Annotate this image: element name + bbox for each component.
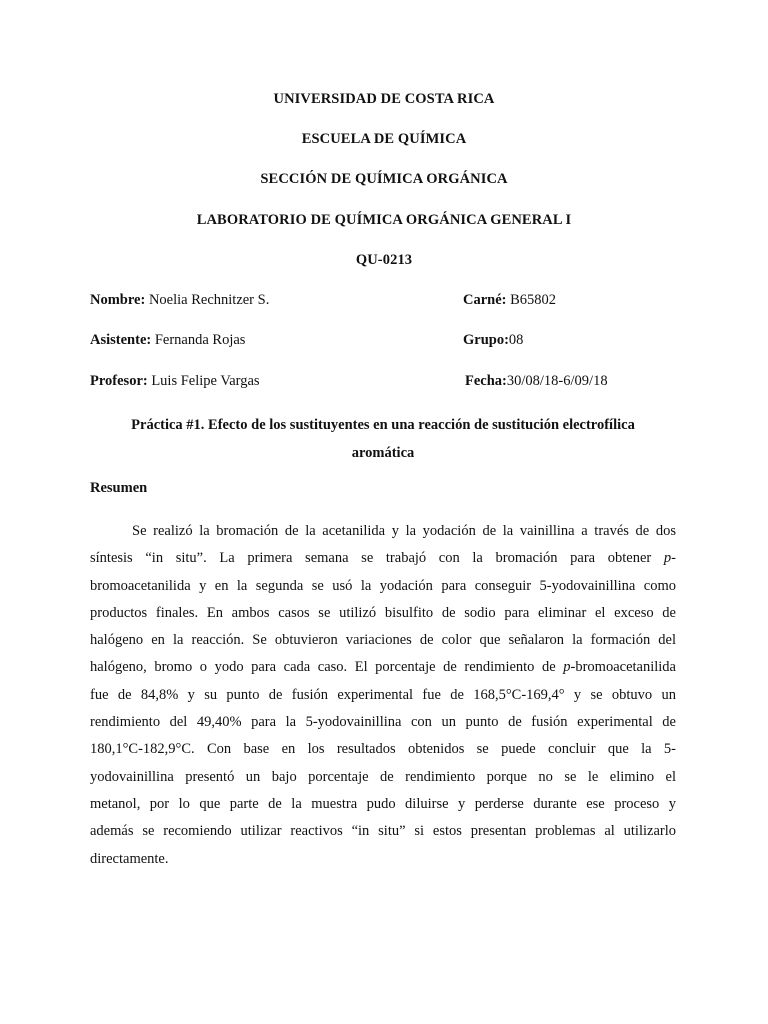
- abstract-line: además se recomiendo utilizar reactivos “in situ” si estos presentan problemas al utilizarlo: [90, 823, 676, 840]
- abstract-line: metanol, por lo que parte de la muestra pudo diluirse y perderse durante ese proceso y: [90, 795, 676, 812]
- date-field: [465, 372, 608, 390]
- abstract-line: síntesis “in situ”. La primera semana se trabajó con la bromación para obtener p-: [90, 550, 676, 567]
- name-value: Noelia Rechnitzer S.: [145, 292, 270, 308]
- carne-value: B65802: [506, 292, 557, 308]
- abstract-line: Se realizó la bromación de la acetanilida y la yodación de la vainillina a través de dos: [132, 523, 676, 539]
- info-row-professor: [90, 372, 690, 390]
- date-value: 30/08/18-6/09/18: [506, 373, 608, 389]
- abstract-body: [90, 518, 676, 873]
- abstract-line: halógeno, bromo o yodo para cada caso. El porcentaje de rendimiento de p-bromoacetanilida: [90, 659, 676, 676]
- abstract-line: yodovainillina presentó un bajo porcentaje de rendimiento porque no se le elimino el: [90, 768, 676, 785]
- abstract-line: 180,1°C-182,9°C. Con base en los resultados obtenidos se puede concluir que la 5-: [90, 741, 676, 758]
- abstract-line: directamente.: [90, 850, 169, 867]
- carne-field: [463, 291, 556, 309]
- abstract-line: fue de 84,8% y su punto de fusión experimental fue de 168,5°C-169,4° y se obtuvo un: [90, 686, 676, 703]
- carne-label: Carné:: [463, 292, 507, 308]
- abstract-line: rendimiento del 49,40% para la 5-yodovainillina con un punto de fusión experimental de: [90, 714, 676, 731]
- info-row-assistant: [90, 331, 690, 349]
- course-code: QU-0213: [355, 252, 413, 268]
- lab-name: LABORATORIO DE QUÍMICA ORGÁNICA GENERAL I: [196, 212, 572, 228]
- university-name: UNIVERSIDAD DE COSTA RICA: [273, 91, 495, 107]
- school-name: ESCUELA DE QUÍMICA: [301, 131, 467, 147]
- abstract-line: halógeno en la reacción. Se obtuvieron variaciones de color que señalaron la formación del: [90, 632, 676, 649]
- assistant-label: Asistente:: [90, 332, 152, 348]
- group-value: 08: [508, 332, 524, 348]
- name-label: Nombre:: [90, 292, 146, 308]
- group-label: Grupo:: [463, 332, 509, 348]
- practice-title-line-2: aromática: [351, 445, 415, 461]
- abstract-line: bromoacetanilida y en la segunda se usó la yodación para conseguir 5-yodovainillina como: [90, 577, 676, 594]
- info-row-name: [90, 291, 690, 309]
- date-label: Fecha:: [465, 373, 507, 389]
- practice-title: [90, 411, 676, 467]
- professor-field: [90, 372, 260, 390]
- professor-value: Luis Felipe Vargas: [147, 373, 260, 389]
- abstract-line: productos finales. En ambos casos se utilizó bisulfito de sodio para eliminar el exceso de: [90, 604, 676, 621]
- section-name: SECCIÓN DE QUÍMICA ORGÁNICA: [260, 171, 508, 187]
- assistant-value: Fernanda Rojas: [151, 332, 246, 348]
- abstract-heading: Resumen: [90, 480, 148, 496]
- group-field: [463, 331, 523, 349]
- practice-title-line-1: Práctica #1. Efecto de los sustituyentes en una reacción de sustitución electrofílica: [131, 417, 635, 433]
- student-name-field: [90, 291, 269, 309]
- assistant-field: [90, 331, 245, 349]
- professor-label: Profesor:: [90, 373, 148, 389]
